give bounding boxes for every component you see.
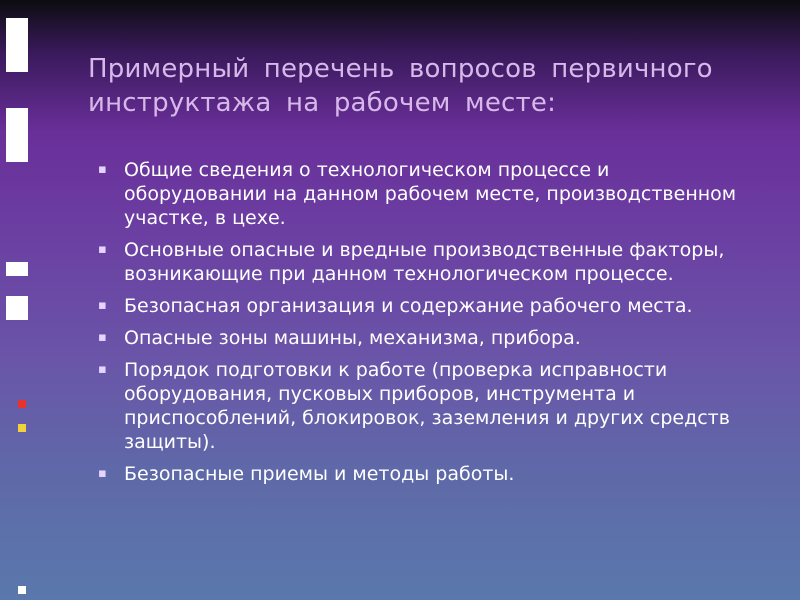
slide-title: Примерный перечень вопросов первичного инструктажа на рабочем месте:: [88, 54, 713, 118]
bullet-marker-icon: ▪: [98, 330, 107, 345]
deco-bar: [6, 296, 28, 320]
deco-bar: [6, 108, 28, 162]
bullet-item: [96, 462, 756, 486]
bullet-marker-icon: ▪: [98, 162, 107, 177]
deco-bar: [6, 262, 28, 276]
bullet-text: Основные опасные и вредные производственные факторы, возникающие при данном технологическом процессе.: [124, 239, 725, 285]
bullet-item: [96, 294, 756, 318]
bullet-text: Общие сведения о технологическом процессе и оборудовании на данном рабочем месте, производственном участке, в цехе.: [124, 159, 737, 229]
bullet-text: Безопасные приемы и методы работы.: [124, 463, 515, 485]
bullet-text: Порядок подготовки к работе (проверка исправности оборудования, пусковых приборов, инструмента и приспособлений, блокировок, заземления и других средств защиты).: [124, 359, 730, 453]
bullet-item: [96, 238, 756, 286]
bullet-text: Безопасная организация и содержание рабочего места.: [124, 295, 693, 317]
deco-square-white: [18, 586, 26, 594]
deco-square-yellow: [18, 424, 26, 432]
deco-square-red: [18, 400, 26, 408]
bullet-text: Опасные зоны машины, механизма, прибора.: [124, 327, 581, 349]
bullet-item: [96, 326, 756, 350]
bullet-item: [96, 158, 756, 230]
left-decoration: [0, 0, 40, 600]
bullet-marker-icon: ▪: [98, 242, 107, 257]
bullet-item: [96, 358, 756, 454]
deco-bar: [6, 18, 28, 72]
bullet-list: [96, 158, 756, 494]
bullet-marker-icon: ▪: [98, 362, 107, 377]
bullet-marker-icon: ▪: [98, 298, 107, 313]
bullet-marker-icon: ▪: [98, 466, 107, 481]
